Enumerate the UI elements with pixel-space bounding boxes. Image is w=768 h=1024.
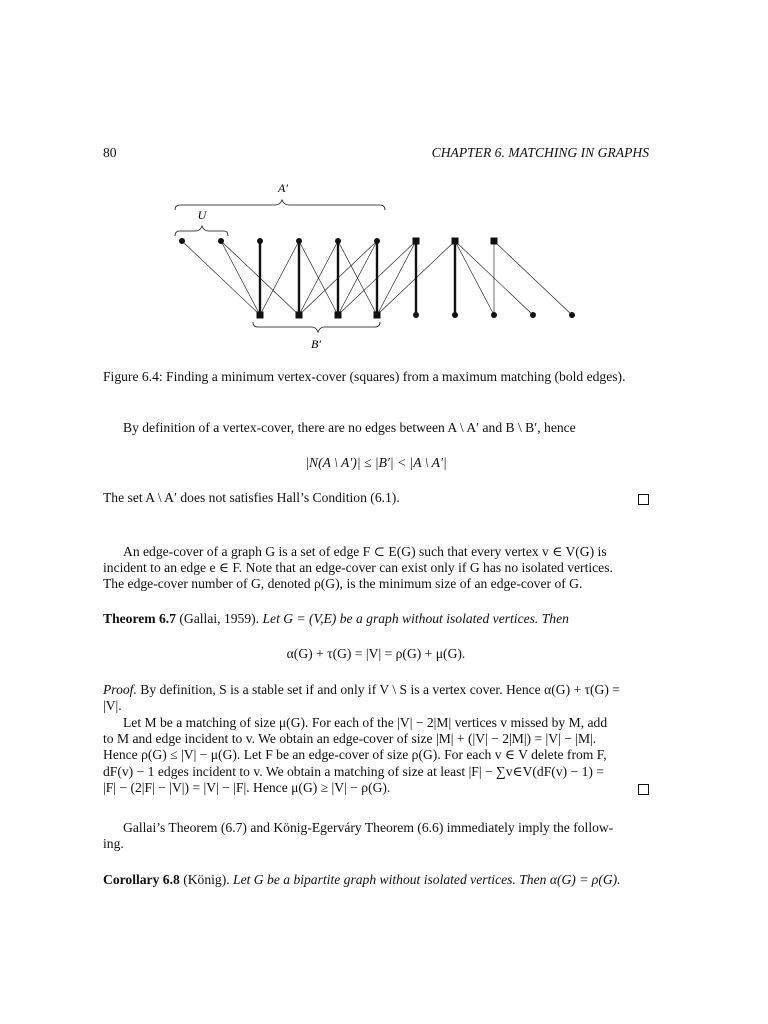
qed-box [638, 784, 649, 795]
label-b-prime: B′ [311, 337, 321, 351]
page-number: 80 [103, 145, 117, 160]
proof-text: By definition, S is a stable set if and only if V \ S is a vertex cover. Hence α(G) + τ(G) = [140, 682, 620, 697]
corollary-label: Corollary 6.8 [103, 872, 180, 887]
label-u: U [197, 208, 207, 222]
lemma-equation: |N(A \ A′)| ≤ |B′| < |A \ A′| [305, 455, 447, 470]
running-header: CHAPTER 6. MATCHING IN GRAPHS [431, 145, 649, 160]
figure-caption: Figure 6.4: Finding a minimum vertex-cover (squares) from a maximum matching (bold edges). [103, 369, 626, 384]
edge-cover-line-1: An edge-cover of a graph G is a set of edge F ⊂ E(G) such that every vertex v ∈ V(G) is [123, 544, 607, 559]
lemma-conclusion: The set A \ A′ does not satisfies Hall’s Condition (6.1). [103, 490, 400, 505]
transition-line-2: ing. [103, 836, 124, 851]
lemma-proof-line: By definition of a vertex-cover, there are no edges between A \ A′ and B \ B′, hence [123, 420, 576, 435]
proof-line-4: to M and edge incident to v. We obtain an edge-cover of size |M| + (|V| − 2|M|) = |V| − |M|. [103, 731, 597, 746]
top-vertices [179, 238, 498, 245]
proof-line-7: |F| − (2|F| − |V|) = |V| − |F|. Hence μ(G) ≥ |V| − ρ(G). [103, 780, 391, 795]
proof-label: Proof. [103, 682, 137, 697]
proof-line-6: dF(v) − 1 edges incident to v. We obtain a matching of size at least |F| − ∑v∈V(dF(v) − 1) = [103, 764, 604, 779]
bottom-vertices [257, 312, 576, 319]
edge-cover-line-3: The edge-cover number of G, denoted ρ(G), is the minimum size of an edge-cover of G. [103, 576, 583, 591]
theorem-attribution: (Gallai, 1959). [179, 611, 260, 626]
theorem-label: Theorem 6.7 [103, 611, 176, 626]
corollary [103, 872, 649, 889]
corollary-statement: Let G be a bipartite graph without isolated vertices. Then α(G) = ρ(G). [233, 872, 621, 887]
theorem-equation: α(G) + τ(G) = |V| = ρ(G) + μ(G). [286, 646, 466, 661]
proof-line-1 [103, 682, 649, 699]
theorem [103, 611, 649, 628]
proof-line-3: Let M be a matching of size μ(G). For each of the |V| − 2|M| vertices v missed by M, add [123, 715, 608, 730]
qed-box [638, 494, 649, 505]
brace-a-prime [175, 200, 385, 210]
bipartite-graph-figure [160, 172, 600, 362]
transition-line-1: Gallai’s Theorem (6.7) and König-Egerváry Theorem (6.6) immediately imply the follow- [123, 820, 614, 835]
label-a-prime: A′ [278, 181, 288, 195]
brace-u [175, 226, 228, 236]
edge-cover-line-2: incident to an edge e ∈ F. Note that an edge-cover can exist only if G has no isolated vertices. [103, 560, 613, 575]
proof-line-2: |V|. [103, 698, 122, 713]
theorem-statement: Let G = (V,E) be a graph without isolated vertices. Then [262, 611, 569, 626]
brace-b-prime [253, 322, 380, 332]
proof-line-5: Hence ρ(G) ≤ |V| − μ(G). Let F be an edge-cover of size ρ(G). For each v ∈ V delete from F, [103, 747, 607, 762]
corollary-attribution: (König). [183, 872, 230, 887]
